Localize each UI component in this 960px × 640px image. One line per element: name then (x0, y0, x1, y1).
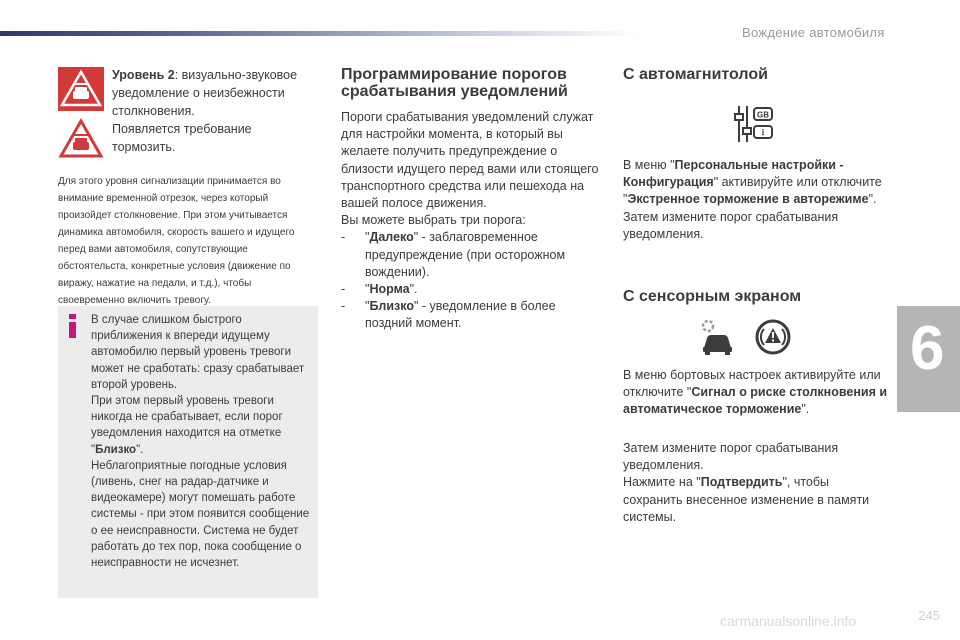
list-item: - "Норма". (341, 282, 418, 297)
level2-text: Уровень 2: визуально-звуковое уведомление о неизбежности столкновения. Появляется требование тормозить. (112, 68, 298, 154)
level2-label: Уровень 2 (112, 68, 175, 82)
thresholds-heading: Программирование порогов срабатывания уведомлений (341, 66, 568, 100)
radio-settings-icon (734, 104, 778, 149)
watermark: carmanualsonline.info (720, 613, 857, 629)
list-item: - "Близко" - уведомление в более поздний момент. (341, 299, 556, 331)
info-icon (66, 314, 79, 338)
touchscreen-heading: С сенсорным экраном (623, 288, 802, 305)
chapter-number: 6 (910, 314, 945, 383)
radio-instructions: В меню "Персональные настройки - Конфигурация" активируйте или отключите "Экстренное торможение в авторежиме". Затем измените порог срабатывания уведомления. (623, 158, 882, 241)
thresholds-list (341, 229, 606, 332)
info-note-box (58, 306, 318, 598)
radio-heading: С автомагнитолой (623, 66, 768, 83)
touchscreen-section (623, 288, 891, 305)
level2-block (58, 60, 323, 165)
alert-timing-paragraph: Для этого уровня сигнализации принимается во внимание временной отрезок, через который произойдет столкновение. При этом учитывается динамика автомобиля, скорость вашего и идущего перед вами автомобиля, сопутствующие обстоятельста, конкретные условия (движение по виражу, нажатие на педали, и т.д.), чтобы своевременно включить тревогу. (58, 176, 295, 306)
thresholds-intro: Пороги срабатывания уведомлений служат для настройки момента, в который вы желаете получить предупреждение о близости идущего перед вами или стоящего транспортного средства или пешехода на вашей полосе движения. Вы можете выбрать три порога: (341, 110, 599, 228)
level2-extra: Появляется требование тормозить. (112, 122, 252, 154)
collision-risk-icon (755, 319, 791, 360)
info-note-text: В случае слишком быстрого приближения к впереди идущему автомобилю первый уровень тревоги может не сработать: сразу срабатывает второй уровень. При этом первый уровень тревоги никогда не срабатывает, если порог уведомления находится на отметке "Близко". Неблагоприятные погодные условия (ливень, снег на радар-датчике и видеокамере) могут помешать работе системы - при этом появится сообщение о ее неисправности. Система не будет работать до тех пор, пока сообщение о неисправности не исчезнет. (91, 314, 310, 570)
section-title: Вождение автомобиля (742, 25, 885, 40)
radio-section (623, 66, 891, 83)
collision-warning-outline-icon (58, 117, 104, 161)
page-number: 245 (918, 608, 940, 623)
touchscreen-followup: Затем измените порог срабатывания уведомления. Нажмите на "Подтвердить", чтобы сохранить внесенное изменение в памяти системы. (623, 441, 870, 524)
header-gradient-bar (0, 31, 640, 36)
column-left (58, 60, 323, 309)
car-settings-icon (700, 318, 734, 361)
list-item: - "Далеко" - заблаговременное предупреждение (при осторожном вождении). (341, 230, 566, 279)
collision-warning-filled-icon (58, 67, 104, 111)
info-badge: i (761, 127, 765, 138)
gb-badge: GB (757, 110, 769, 120)
column-middle (341, 66, 606, 333)
touchscreen-instructions: В меню бортовых настроек активируйте или отключите "Сигнал о риске столкновения и автоматическое торможение". (623, 368, 888, 417)
